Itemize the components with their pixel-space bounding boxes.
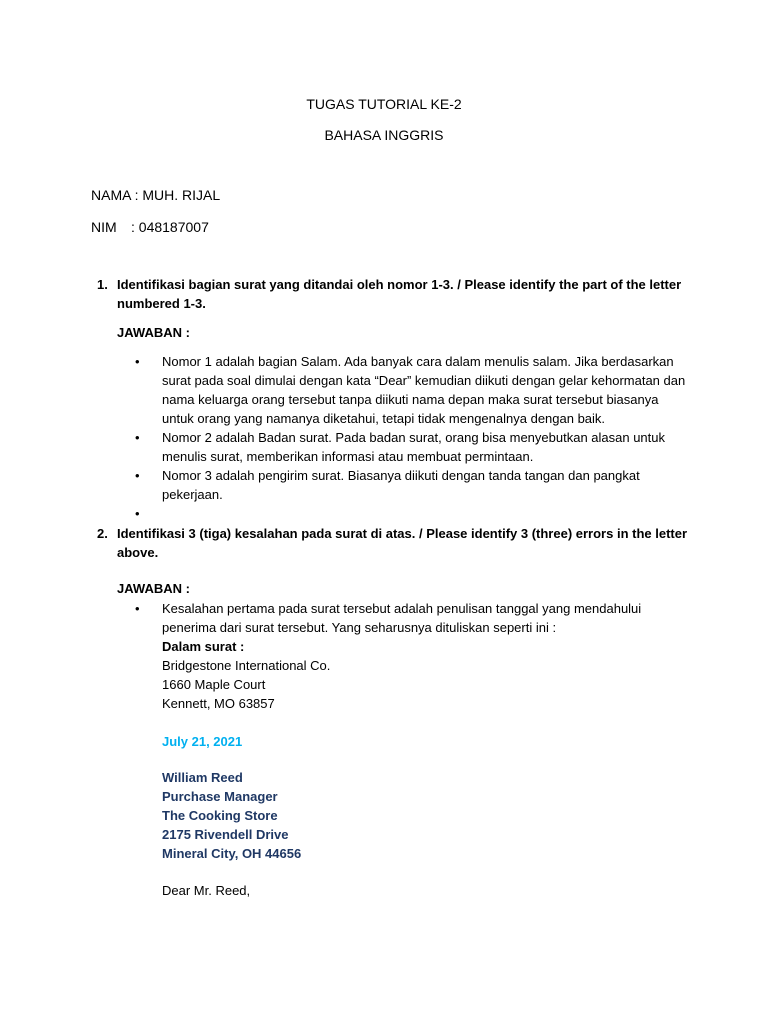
bullet-icon: • — [135, 430, 140, 445]
answer-1-bullet-1-line-4: untuk orang yang namanya diketahui, tetapi tidak mengenalnya dengan baik. — [162, 411, 606, 426]
recipient-title: Purchase Manager — [162, 789, 278, 804]
recipient-street: 2175 Rivendell Drive — [162, 827, 289, 842]
salutation: Dear Mr. Reed, — [162, 883, 251, 898]
document-subject: BAHASA INGGRIS — [324, 127, 444, 143]
student-nim-label: NIM — [91, 219, 117, 235]
question-2-number: 2. — [97, 526, 108, 541]
answer-1-bullet-1-line-3: nama keluarga orang tersebut tanpa diikuti nama depan maka surat tersebut biasanya — [162, 392, 659, 407]
answer-1-bullet-3-line-1: Nomor 3 adalah pengirim surat. Biasanya diikuti dengan tanda tangan dan pangkat — [162, 468, 640, 483]
answer-2-label: JAWABAN : — [117, 581, 190, 596]
in-letter-label: Dalam surat : — [162, 639, 245, 654]
question-1-line-2: numbered 1-3. — [117, 296, 206, 311]
student-name: NAMA : MUH. RIJAL — [91, 187, 221, 203]
question-1-line-1: Identifikasi bagian surat yang ditandai oleh nomor 1-3. / Please identify the part of the letter — [117, 277, 682, 292]
letter-date: July 21, 2021 — [162, 734, 243, 749]
recipient-company: The Cooking Store — [162, 808, 278, 823]
sender-street: 1660 Maple Court — [162, 677, 266, 692]
document-title: TUGAS TUTORIAL KE-2 — [306, 96, 462, 112]
bullet-icon: • — [135, 468, 140, 483]
answer-1-bullet-3-line-2: pekerjaan. — [162, 487, 223, 502]
sender-city: Kennett, MO 63857 — [162, 696, 275, 711]
recipient-city: Mineral City, OH 44656 — [162, 846, 302, 861]
answer-2-bullet-line-1: Kesalahan pertama pada surat tersebut adalah penulisan tanggal yang mendahului — [162, 601, 642, 616]
question-2-line-2: above. — [117, 545, 159, 560]
student-nim-value: : 048187007 — [131, 219, 209, 235]
recipient-name: William Reed — [162, 770, 243, 785]
question-2-line-1: Identifikasi 3 (tiga) kesalahan pada surat di atas. / Please identify 3 (three) errors in the letter — [117, 526, 688, 541]
bullet-icon: • — [135, 354, 140, 369]
answer-1-bullet-1-line-2: surat pada soal dimulai dengan kata “Dear” kemudian diikuti dengan gelar kehormatan dan — [162, 373, 686, 388]
answer-1-label: JAWABAN : — [117, 325, 190, 340]
answer-1-bullet-1-line-1: Nomor 1 adalah bagian Salam. Ada banyak cara dalam menulis salam. Jika berdasarkan — [162, 354, 674, 369]
bullet-icon: • — [135, 601, 140, 616]
question-1-number: 1. — [97, 277, 108, 292]
answer-1-bullet-2-line-1: Nomor 2 adalah Badan surat. Pada badan surat, orang bisa menyebutkan alasan untuk — [162, 430, 666, 445]
answer-1-bullet-2-line-2: menulis surat, memberikan informasi atau membuat permintaan. — [162, 449, 534, 464]
sender-company: Bridgestone International Co. — [162, 658, 331, 673]
bullet-icon: • — [135, 506, 140, 521]
answer-2-bullet-line-2: penerima dari surat tersebut. Yang seharusnya dituliskan seperti ini : — [162, 620, 557, 635]
